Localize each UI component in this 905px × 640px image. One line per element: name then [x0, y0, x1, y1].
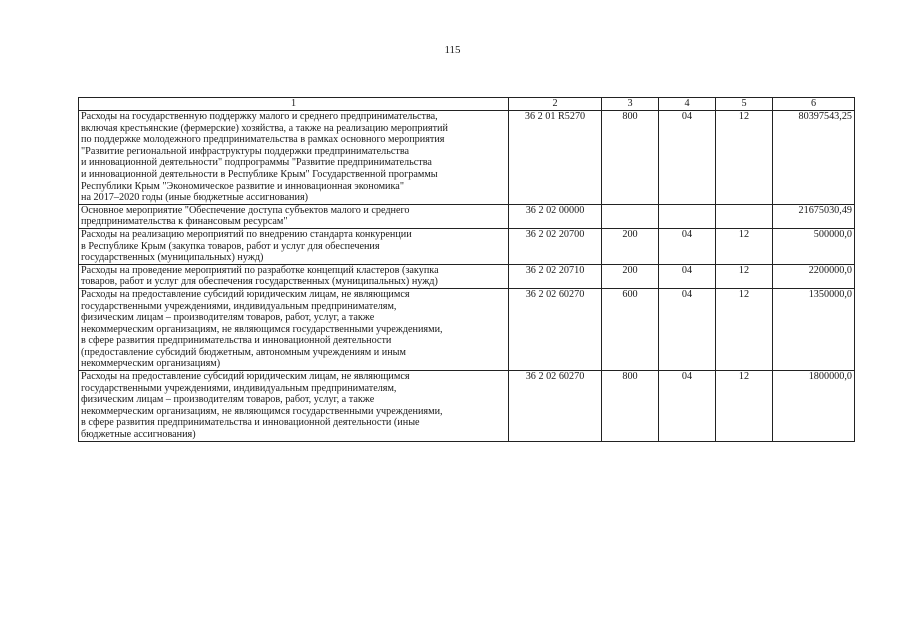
- table-row: [79, 204, 855, 228]
- column-header-4: 4: [659, 98, 716, 111]
- row-col3: 800: [602, 371, 659, 442]
- row-col5: 12: [716, 111, 773, 205]
- row-description: Основное мероприятие "Обеспечение доступа субъектов малого и среднего предпринимательства к финансовым ресурсам": [79, 204, 509, 228]
- column-header-3: 3: [602, 98, 659, 111]
- row-col4: 04: [659, 228, 716, 264]
- table-row: [79, 288, 855, 370]
- column-header-2: 2: [509, 98, 602, 111]
- row-col3: [602, 204, 659, 228]
- row-code: 36 2 02 60270: [509, 288, 602, 370]
- row-col5: 12: [716, 264, 773, 288]
- row-description: Расходы на предоставление субсидий юридическим лицам, не являющимся государственными учреждениями, индивидуальным предпринимателям, физическим лицам – производителям товаров, работ, услуг, а также некоммерческим организациям, не являющимся государственными учреждениями, в сфере развития предпринимательства и инновационной деятельности (предоставление субсидий бюджетным, автономным учреждениям и иным некоммерческим организациям): [79, 288, 509, 370]
- row-code: 36 2 01 R5270: [509, 111, 602, 205]
- row-col4: 04: [659, 111, 716, 205]
- row-col4: [659, 204, 716, 228]
- row-code: 36 2 02 20710: [509, 264, 602, 288]
- row-col5: [716, 204, 773, 228]
- row-description: Расходы на государственную поддержку малого и среднего предпринимательства, включая крестьянские (фермерские) хозяйства, а также на реализацию мероприятий по поддержке молодежного предпринимательства в рамках основного мероприятия "Развитие региональной инфраструктуры поддержки предпринимательства и инновационной деятельности" подпрограммы "Развитие предпринимательства и инновационной деятельности в Республике Крым" Государственной программы Республики Крым "Экономическое развитие и инновационная экономика" на 2017–2020 годы (иные бюджетные ассигнования): [79, 111, 509, 205]
- table-row: [79, 264, 855, 288]
- row-code: 36 2 02 00000: [509, 204, 602, 228]
- row-amount: 80397543,25: [773, 111, 855, 205]
- column-header-5: 5: [716, 98, 773, 111]
- row-code: 36 2 02 20700: [509, 228, 602, 264]
- row-col4: 04: [659, 264, 716, 288]
- row-col5: 12: [716, 228, 773, 264]
- row-amount: 2200000,0: [773, 264, 855, 288]
- column-header-6: 6: [773, 98, 855, 111]
- row-amount: 500000,0: [773, 228, 855, 264]
- column-header-1: 1: [79, 98, 509, 111]
- row-col3: 800: [602, 111, 659, 205]
- row-description: Расходы на предоставление субсидий юридическим лицам, не являющимся государственными учреждениями, индивидуальным предпринимателям, физическим лицам – производителям товаров, работ, услуг, а также некоммерческим организациям, не являющимся государственными учреждениями, в сфере развития предпринимательства и инновационной деятельности (иные бюджетные ассигнования): [79, 371, 509, 442]
- row-col3: 600: [602, 288, 659, 370]
- row-amount: 1350000,0: [773, 288, 855, 370]
- page-number: 115: [444, 44, 461, 56]
- row-amount: 21675030,49: [773, 204, 855, 228]
- row-col5: 12: [716, 288, 773, 370]
- table-row: [79, 111, 855, 205]
- row-description: Расходы на проведение мероприятий по разработке концепций кластеров (закупка товаров, работ и услуг для обеспечения государственных (муниципальных) нужд): [79, 264, 509, 288]
- row-col3: 200: [602, 228, 659, 264]
- budget-table: [78, 97, 855, 442]
- row-description: Расходы на реализацию мероприятий по внедрению стандарта конкуренции в Республике Крым (закупка товаров, работ и услуг для обеспечения государственных (муниципальных) нужд): [79, 228, 509, 264]
- row-col4: 04: [659, 288, 716, 370]
- table-row: [79, 228, 855, 264]
- row-col3: 200: [602, 264, 659, 288]
- row-amount: 1800000,0: [773, 371, 855, 442]
- table-header-row: [79, 98, 855, 111]
- row-col5: 12: [716, 371, 773, 442]
- row-col4: 04: [659, 371, 716, 442]
- row-code: 36 2 02 60270: [509, 371, 602, 442]
- table-row: [79, 371, 855, 442]
